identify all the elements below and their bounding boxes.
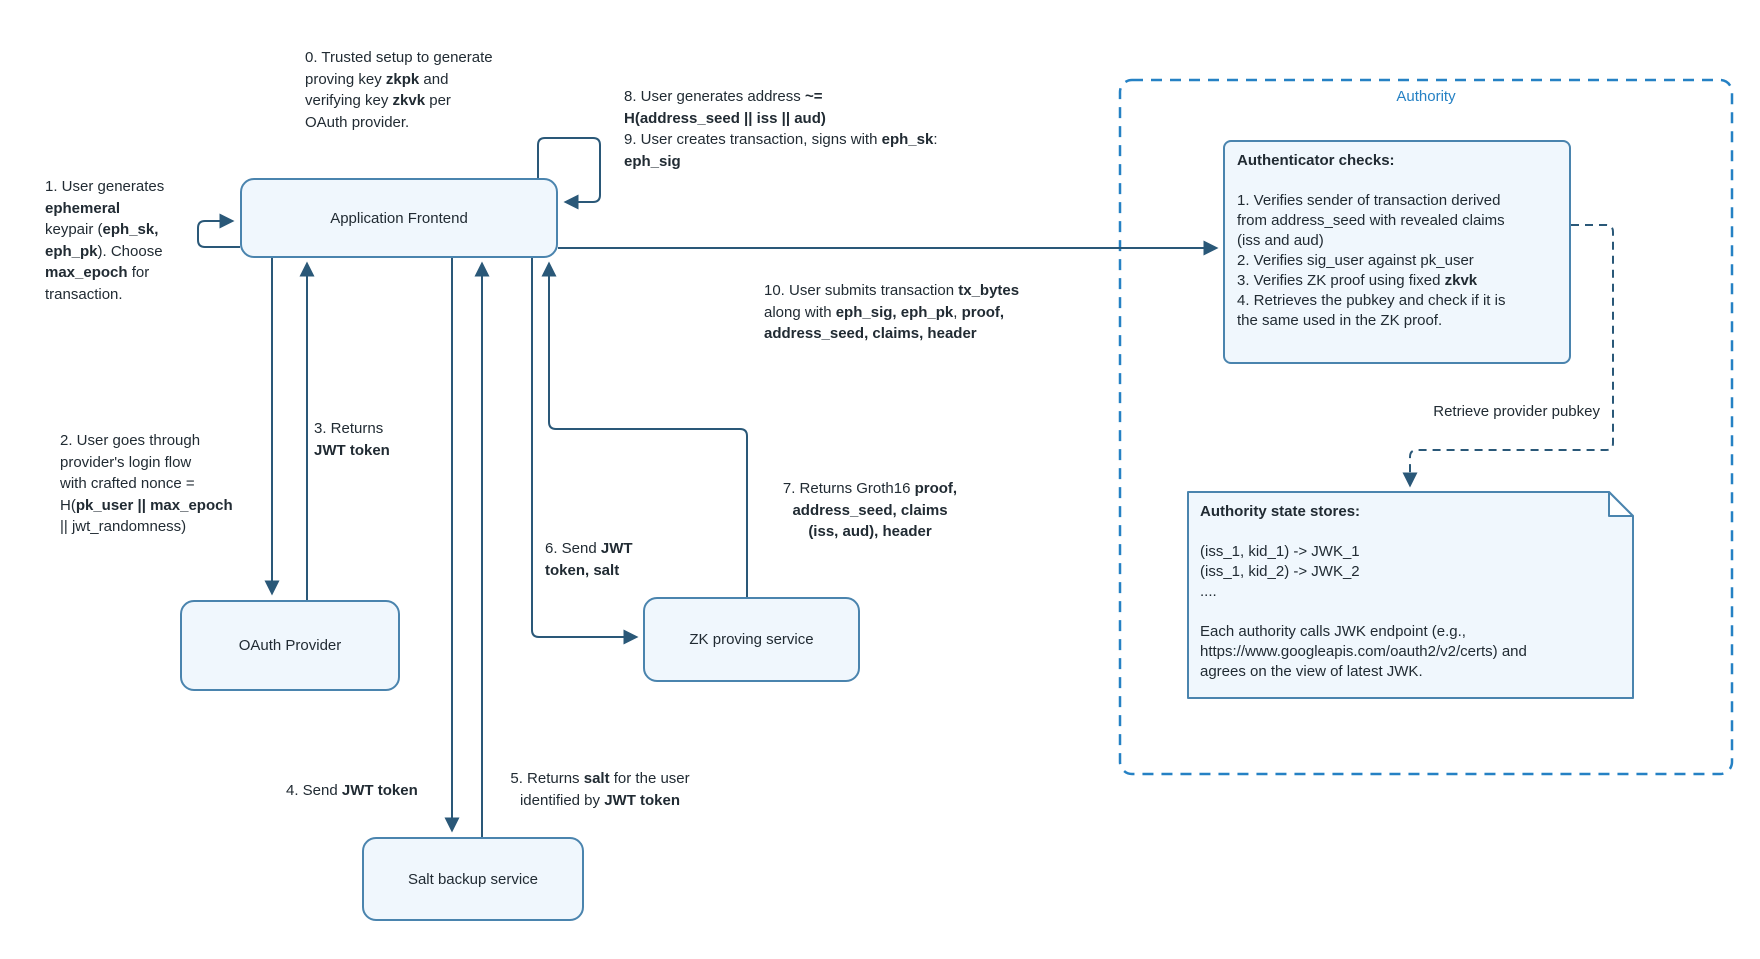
- node-salt-backup-service: [362, 837, 584, 921]
- annotation-step6: 6. Send JWT token, salt: [545, 540, 633, 579]
- node-application-frontend-label: Application Frontend: [330, 209, 468, 227]
- authority-state-body: (iss_1, kid_1) -> JWK_1 (iss_1, kid_2) -> JWK_2 .... Each authority calls JWK endpoint (e.g., https://www.googleapis.com/oauth2/v2/certs) and agrees on the view of latest JWK.: [1200, 543, 1527, 680]
- node-salt-backup-service-label: Salt backup service: [407, 870, 539, 888]
- node-oauth-provider: [180, 600, 400, 691]
- authenticator-checks-panel: [1223, 140, 1571, 364]
- annotation-step10: 10. User submits transaction tx_bytes along with eph_sig, eph_pk, proof, address_seed, claims, header: [764, 282, 1020, 342]
- annotation-step2: 2. User goes through provider's login flow with crafted nonce = H(pk_user || max_epoch || jwt_randomness): [60, 432, 233, 535]
- authority-state-title: Authority state stores:: [1200, 503, 1361, 520]
- annotation-step8-9: 8. User generates address ~= H(address_seed || iss || aud) 9. User creates transaction, signs with eph_sk: eph_sig: [624, 88, 938, 170]
- node-oauth-provider-label: OAuth Provider: [238, 637, 342, 654]
- node-zk-proving-service: [643, 597, 860, 682]
- annotation-step1: 1. User generates ephemeral keypair (eph_sk, eph_pk). Choose max_epoch for transaction.: [45, 178, 165, 303]
- authenticator-checks-body: 1. Verifies sender of transaction derived from address_seed with revealed claims (iss and aud) 2. Verifies sig_user against pk_user 3. Verifies ZK proof using fixed zkvk 4. Retrieves the pubkey and check if it is the same used in the ZK proof.: [1237, 192, 1506, 329]
- annotation-step3: 3. Returns JWT token: [314, 420, 390, 459]
- annotation-step5: 5. Returns salt for the user identified by JWT token: [510, 770, 690, 809]
- authenticator-checks-title: Authenticator checks:: [1237, 152, 1395, 169]
- retrieve-pubkey-label: Retrieve provider pubkey: [1433, 403, 1600, 420]
- authority-state-panel: [1188, 492, 1633, 698]
- arrow-self-loop-keypair: [198, 221, 240, 247]
- node-application-frontend: [240, 178, 558, 258]
- authority-title: Authority: [1396, 88, 1456, 105]
- node-zk-proving-service-label: ZK proving service: [689, 631, 814, 648]
- annotation-step7: 7. Returns Groth16 proof, address_seed, claims (iss, aud), header: [782, 480, 958, 540]
- annotation-step4: 4. Send JWT token: [286, 782, 418, 799]
- annotation-step0: 0. Trusted setup to generate proving key zkpk and verifying key zkvk per OAuth provider.: [305, 49, 493, 131]
